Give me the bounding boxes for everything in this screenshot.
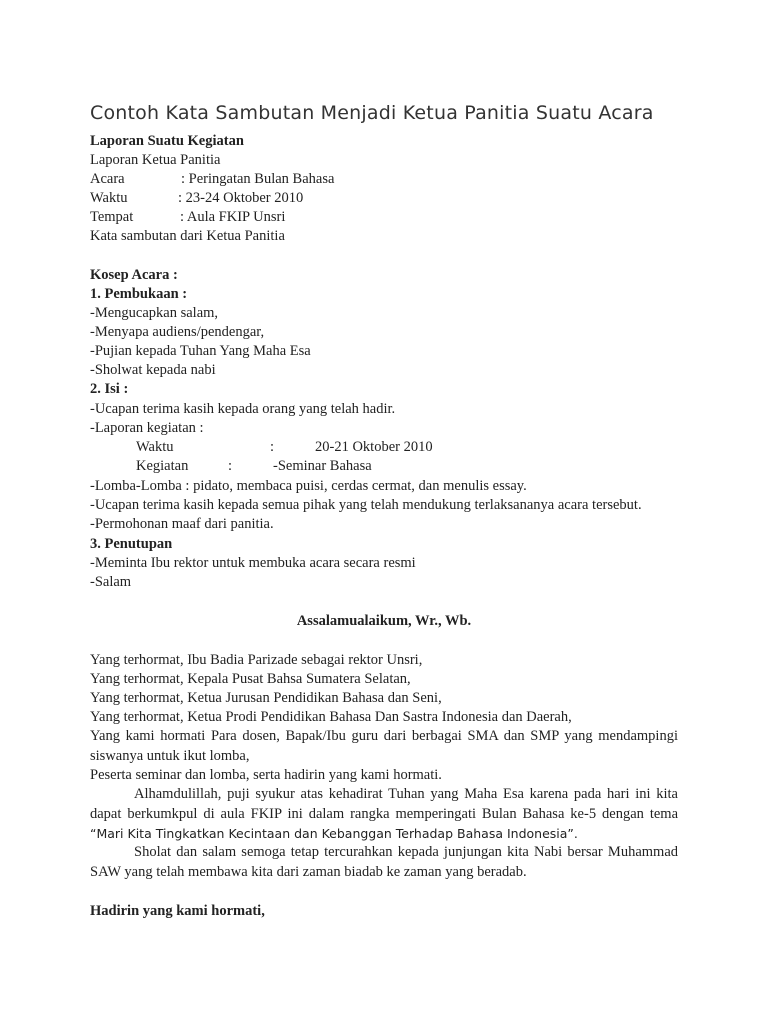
row-label: Acara bbox=[90, 171, 125, 187]
list-item: -Pujian kepada Tuhan Yang Maha Esa bbox=[90, 343, 311, 359]
row-value: : Peringatan Bulan Bahasa bbox=[181, 171, 335, 187]
list-item: -Permohonan maaf dari panitia. bbox=[90, 516, 274, 532]
list-item: -Menyapa audiens/pendengar, bbox=[90, 324, 265, 340]
row-label: Kegiatan bbox=[136, 458, 189, 474]
report-subheading: Laporan Ketua Panitia bbox=[90, 152, 221, 168]
section-content-heading: 2. Isi : bbox=[90, 381, 129, 397]
list-item: -Ucapan terima kasih kepada orang yang telah hadir. bbox=[90, 401, 396, 417]
list-item: -Salam bbox=[90, 574, 132, 590]
concept-heading: Kosep Acara : bbox=[90, 267, 178, 283]
salutation-line: Yang kami hormati Para dosen, Bapak/Ibu guru dari berbagai SMA dan SMP yang mendampingi siswanya untuk ikut lomba, bbox=[90, 728, 678, 764]
row-value: : Aula FKIP Unsri bbox=[180, 209, 286, 225]
salutation-line: Peserta seminar dan lomba, serta hadirin yang kami hormati. bbox=[90, 767, 442, 783]
list-item: -Ucapan terima kasih kepada semua pihak yang telah mendukung terlaksananya acara tersebut. bbox=[90, 497, 642, 513]
row-value: : 23-24 Oktober 2010 bbox=[178, 190, 304, 206]
theme-quote: “Mari Kita Tingkatkan Kecintaan dan Kebanggan Terhadap Bahasa Indonesia”. bbox=[90, 826, 578, 841]
list-item: -Mengucapkan salam, bbox=[90, 305, 219, 321]
row-label: Tempat bbox=[90, 209, 134, 225]
salutation-line: Yang terhormat, Ketua Jurusan Pendidikan Bahasa dan Seni, bbox=[90, 690, 442, 706]
row-separator: : bbox=[270, 439, 275, 455]
list-item: -Sholwat kepada nabi bbox=[90, 362, 216, 378]
section-opening-heading: 1. Pembukaan : bbox=[90, 286, 188, 302]
salutation-line: Yang terhormat, Ibu Badia Parizade sebagai rektor Unsri, bbox=[90, 652, 423, 668]
report-heading: Laporan Suatu Kegiatan bbox=[90, 133, 244, 149]
row-separator: : bbox=[228, 458, 233, 474]
salutation-line: Yang terhormat, Ketua Prodi Pendidikan Bahasa Dan Sastra Indonesia dan Daerah, bbox=[90, 709, 572, 725]
row-value: 20-21 Oktober 2010 bbox=[315, 439, 433, 455]
list-item: -Lomba-Lomba : pidato, membaca puisi, cerdas cermat, dan menulis essay. bbox=[90, 478, 527, 494]
audience-heading: Hadirin yang kami hormati, bbox=[90, 903, 265, 919]
row-value: -Seminar Bahasa bbox=[273, 458, 372, 474]
paragraph-text: Alhamdulillah, puji syukur atas kehadirat Tuhan yang Maha Esa karena pada hari ini kita dapat berkumkpul di aula FKIP ini dalam rangka memperingati Bulan Bahasa ke-5 dengan tema bbox=[90, 786, 678, 822]
paragraph-alhamdulillah bbox=[90, 785, 678, 845]
greeting: Assalamualaikum, Wr., Wb. bbox=[296, 613, 472, 629]
document-title: Contoh Kata Sambutan Menjadi Ketua Panitia Suatu Acara bbox=[90, 102, 654, 124]
section-closing-heading: 3. Penutupan bbox=[90, 536, 173, 552]
row-label: Waktu bbox=[90, 190, 128, 206]
salutation-line: Yang terhormat, Kepala Pusat Bahsa Sumatera Selatan, bbox=[90, 671, 411, 687]
list-item: -Meminta Ibu rektor untuk membuka acara secara resmi bbox=[90, 555, 416, 571]
row-label: Waktu bbox=[136, 439, 174, 455]
list-item: -Laporan kegiatan : bbox=[90, 420, 204, 436]
report-closing: Kata sambutan dari Ketua Panitia bbox=[90, 228, 285, 244]
paragraph-sholawat: Sholat dan salam semoga tetap tercurahkan kepada junjungan kita Nabi bersar Muhammad SAW yang telah membawa kita dari zaman biadab ke zaman yang beradab. bbox=[90, 844, 678, 880]
